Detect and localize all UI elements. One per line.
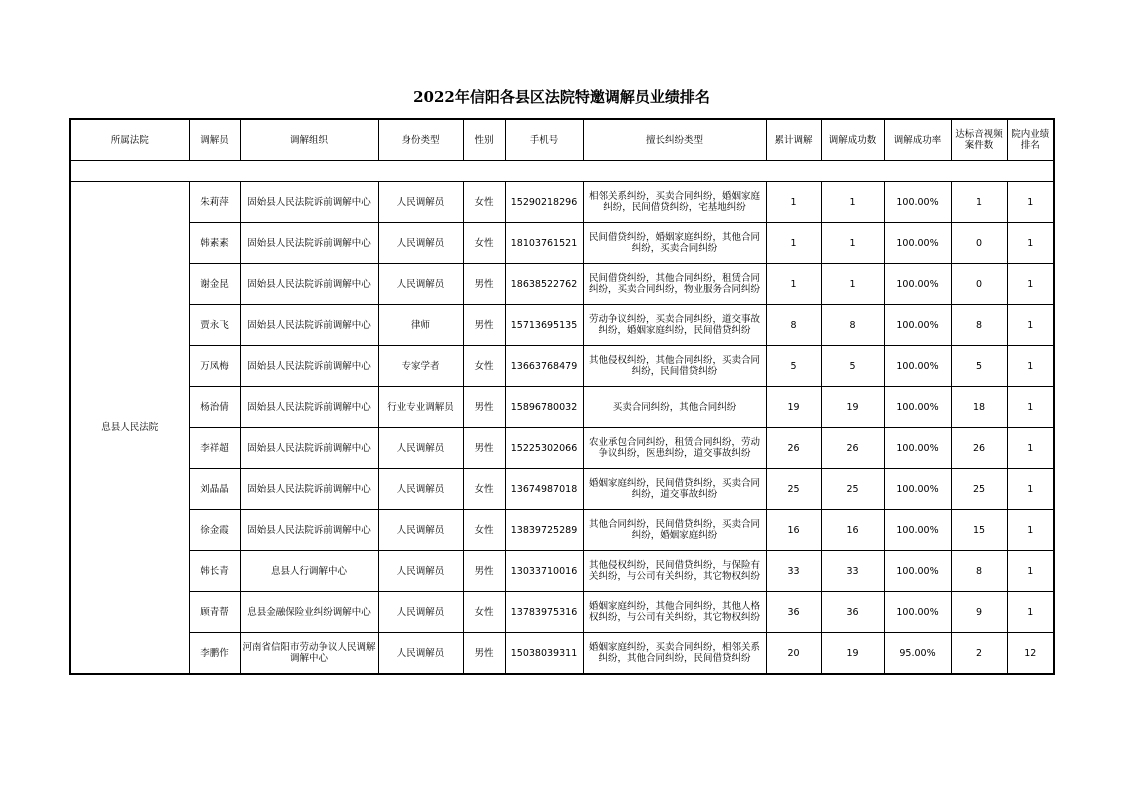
organization: 固始县人民法院诉前调解中心 [240,182,378,223]
gender: 男性 [463,633,505,675]
gender: 女性 [463,182,505,223]
identity-type: 人民调解员 [378,469,463,510]
dispute-types: 民间借贷纠纷，其他合同纠纷，租赁合同纠纷，买卖合同纠纷，物业服务合同纠纷 [583,264,766,305]
rank: 1 [1007,305,1054,346]
success-rate: 100.00% [884,592,951,633]
total-mediations: 8 [766,305,821,346]
success-rate: 100.00% [884,469,951,510]
av-case-count: 8 [951,551,1007,592]
identity-type: 专家学者 [378,346,463,387]
rank: 1 [1007,592,1054,633]
phone-number: 13033710016 [505,551,583,592]
col-header-av-cases: 达标音视频案件数 [951,119,1007,161]
col-header-phone: 手机号 [505,119,583,161]
phone-number: 18103761521 [505,223,583,264]
dispute-types: 婚姻家庭纠纷，其他合同纠纷，其他人格权纠纷，与公司有关纠纷，其它物权纠纷 [583,592,766,633]
success-rate: 100.00% [884,428,951,469]
table-row [70,592,1054,633]
mediator-name: 徐金霞 [189,510,240,551]
col-header-success-rate: 调解成功率 [884,119,951,161]
success-count: 26 [821,428,884,469]
rank: 1 [1007,469,1054,510]
rank: 1 [1007,387,1054,428]
table-row [70,264,1054,305]
identity-type: 人民调解员 [378,633,463,675]
table-row [70,551,1054,592]
av-case-count: 8 [951,305,1007,346]
mediator-name: 杨治倩 [189,387,240,428]
av-case-count: 26 [951,428,1007,469]
total-mediations: 33 [766,551,821,592]
table-row [70,223,1054,264]
total-mediations: 1 [766,264,821,305]
success-rate: 100.00% [884,264,951,305]
mediator-name: 贾永飞 [189,305,240,346]
table-row [70,428,1054,469]
mediator-name: 韩长青 [189,551,240,592]
identity-type: 律师 [378,305,463,346]
phone-number: 18638522762 [505,264,583,305]
gender: 男性 [463,428,505,469]
dispute-types: 劳动争议纠纷，买卖合同纠纷，道交事故纠纷，婚姻家庭纠纷，民间借贷纠纷 [583,305,766,346]
av-case-count: 5 [951,346,1007,387]
gender: 男性 [463,551,505,592]
organization: 息县金融保险业纠纷调解中心 [240,592,378,633]
dispute-types: 婚姻家庭纠纷，民间借贷纠纷，买卖合同纠纷，道交事故纠纷 [583,469,766,510]
organization: 固始县人民法院诉前调解中心 [240,387,378,428]
col-header-mediator: 调解员 [189,119,240,161]
col-header-gender: 性别 [463,119,505,161]
organization: 固始县人民法院诉前调解中心 [240,469,378,510]
organization: 固始县人民法院诉前调解中心 [240,305,378,346]
av-case-count: 0 [951,264,1007,305]
gender: 女性 [463,510,505,551]
dispute-types: 农业承包合同纠纷，租赁合同纠纷，劳动争议纠纷，医患纠纷，道交事故纠纷 [583,428,766,469]
av-case-count: 0 [951,223,1007,264]
av-case-count: 9 [951,592,1007,633]
success-count: 8 [821,305,884,346]
identity-type: 行业专业调解员 [378,387,463,428]
phone-number: 15038039311 [505,633,583,675]
col-header-rank: 院内业绩排名 [1007,119,1054,161]
dispute-types: 婚姻家庭纠纷，买卖合同纠纷，相邻关系纠纷，其他合同纠纷，民间借贷纠纷 [583,633,766,675]
table-row [70,346,1054,387]
page-title: 2022年信阳各县区法院特邀调解员业绩排名 [413,88,710,106]
rank: 1 [1007,428,1054,469]
success-rate: 100.00% [884,346,951,387]
success-count: 5 [821,346,884,387]
phone-number: 15896780032 [505,387,583,428]
av-case-count: 15 [951,510,1007,551]
identity-type: 人民调解员 [378,428,463,469]
organization: 固始县人民法院诉前调解中心 [240,223,378,264]
success-count: 16 [821,510,884,551]
phone-number: 15713695135 [505,305,583,346]
gender: 男性 [463,387,505,428]
table-row [70,469,1054,510]
av-case-count: 25 [951,469,1007,510]
av-case-count: 18 [951,387,1007,428]
success-count: 19 [821,633,884,675]
phone-number: 13663768479 [505,346,583,387]
rank: 12 [1007,633,1054,675]
mediator-name: 朱莉萍 [189,182,240,223]
phone-number: 13783975316 [505,592,583,633]
dispute-types: 民间借贷纠纷，婚姻家庭纠纷，其他合同纠纷，买卖合同纠纷 [583,223,766,264]
success-rate: 100.00% [884,182,951,223]
identity-type: 人民调解员 [378,182,463,223]
mediator-name: 刘晶晶 [189,469,240,510]
dispute-types: 相邻关系纠纷，买卖合同纠纷，婚姻家庭纠纷，民间借贷纠纷，宅基地纠纷 [583,182,766,223]
gender: 女性 [463,592,505,633]
success-rate: 100.00% [884,510,951,551]
success-rate: 95.00% [884,633,951,675]
gender: 女性 [463,469,505,510]
success-count: 1 [821,264,884,305]
total-mediations: 1 [766,223,821,264]
mediator-name: 万凤梅 [189,346,240,387]
phone-number: 15225302066 [505,428,583,469]
success-rate: 100.00% [884,551,951,592]
gender: 男性 [463,264,505,305]
success-count: 1 [821,182,884,223]
total-mediations: 20 [766,633,821,675]
organization: 固始县人民法院诉前调解中心 [240,428,378,469]
av-case-count: 1 [951,182,1007,223]
table-row [70,305,1054,346]
identity-type: 人民调解员 [378,510,463,551]
total-mediations: 25 [766,469,821,510]
success-count: 33 [821,551,884,592]
mediator-name: 李鹏作 [189,633,240,675]
table-row [70,510,1054,551]
dispute-types: 其他侵权纠纷，民间借贷纠纷，与保险有关纠纷，与公司有关纠纷，其它物权纠纷 [583,551,766,592]
dispute-types: 其他合同纠纷，民间借贷纠纷，买卖合同纠纷，婚姻家庭纠纷 [583,510,766,551]
performance-table [69,118,1055,675]
mediator-name: 韩素素 [189,223,240,264]
identity-type: 人民调解员 [378,551,463,592]
success-count: 19 [821,387,884,428]
mediator-name: 谢金昆 [189,264,240,305]
col-header-organization: 调解组织 [240,119,378,161]
rank: 1 [1007,346,1054,387]
gender: 男性 [463,305,505,346]
court-name: 息县人民法院 [70,182,189,675]
identity-type: 人民调解员 [378,264,463,305]
identity-type: 人民调解员 [378,592,463,633]
organization: 固始县人民法院诉前调解中心 [240,264,378,305]
success-count: 1 [821,223,884,264]
rank: 1 [1007,223,1054,264]
total-mediations: 36 [766,592,821,633]
organization: 固始县人民法院诉前调解中心 [240,510,378,551]
success-count: 36 [821,592,884,633]
col-header-identity-type: 身份类型 [378,119,463,161]
gender: 女性 [463,346,505,387]
gender: 女性 [463,223,505,264]
table-row [70,633,1054,675]
total-mediations: 5 [766,346,821,387]
success-rate: 100.00% [884,223,951,264]
total-mediations: 16 [766,510,821,551]
blank-row [70,161,1054,182]
rank: 1 [1007,510,1054,551]
mediator-name: 顾青帮 [189,592,240,633]
col-header-total-mediations: 累计调解 [766,119,821,161]
identity-type: 人民调解员 [378,223,463,264]
total-mediations: 1 [766,182,821,223]
phone-number: 15290218296 [505,182,583,223]
col-header-success-count: 调解成功数 [821,119,884,161]
success-count: 25 [821,469,884,510]
phone-number: 13839725289 [505,510,583,551]
mediator-name: 李祥超 [189,428,240,469]
rank: 1 [1007,264,1054,305]
header-row [70,119,1054,161]
col-header-court: 所属法院 [70,119,189,161]
total-mediations: 26 [766,428,821,469]
dispute-types: 其他侵权纠纷，其他合同纠纷，买卖合同纠纷，民间借贷纠纷 [583,346,766,387]
success-rate: 100.00% [884,387,951,428]
phone-number: 13674987018 [505,469,583,510]
rank: 1 [1007,182,1054,223]
organization: 息县人行调解中心 [240,551,378,592]
dispute-types: 买卖合同纠纷，其他合同纠纷 [583,387,766,428]
av-case-count: 2 [951,633,1007,675]
success-rate: 100.00% [884,305,951,346]
col-header-dispute-types: 擅长纠纷类型 [583,119,766,161]
table-row [70,182,1054,223]
rank: 1 [1007,551,1054,592]
organization: 河南省信阳市劳动争议人民调解调解中心 [240,633,378,675]
organization: 固始县人民法院诉前调解中心 [240,346,378,387]
table-row [70,387,1054,428]
total-mediations: 19 [766,387,821,428]
